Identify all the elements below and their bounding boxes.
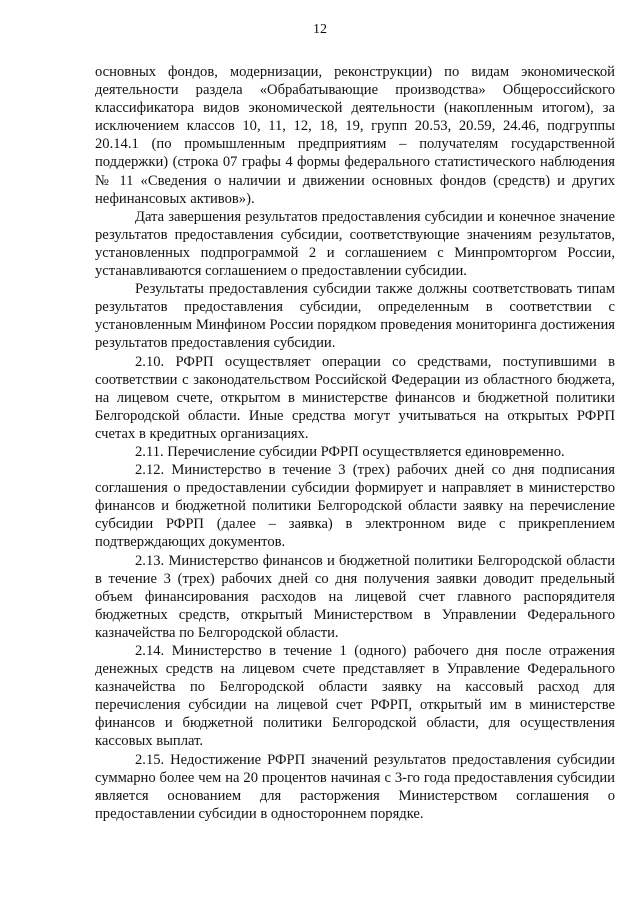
paragraph-2-14: 2.14. Министерство в течение 1 (одного) рабочего дня после отражения денежных средств на лицевом счете представляет в Управление Федерального казначейства по Белгородской области заявку на кассовый расход для перечисления субсидии на лицевой счет РФРП, открытый им в министерстве финансов и бюджетной политики Белгородской области, для осуществления кассовых выплат.: [95, 643, 615, 750]
paragraph-completion-date: Дата завершения результатов предоставления субсидии и конечное значение результатов предоставления субсидии, соответствующие значениям результатов, установленных подпрограммой 2 и соглашением с Минпромторгом России, устанавливаются соглашением о предоставлении субсидии.: [95, 208, 615, 280]
paragraph-2-15: 2.15. Недостижение РФРП значений результатов предоставления субсидии суммарно более чем на 20 процентов начиная с 3-го года предоставления субсидии является основанием для расторжения Министерством соглашения о предоставлении субсидии в одностороннем порядке.: [95, 751, 615, 822]
paragraph-2-10: 2.10. РФРП осуществляет операции со средствами, поступившими в соответствии с законодательством Российской Федерации из областного бюджета, на лицевом счете, открытом в министерстве финансов и бюджетной политики Белгородской области. Иные средства могут учитываться на открытых РФРП счетах в кредитных организациях.: [95, 353, 615, 442]
paragraph-2-13: 2.13. Министерство финансов и бюджетной политики Белгородской области в течение 3 (трех) рабочих дней со дня получения заявки доводит предельный объем финансирования расходов на лицевой счет главного распорядителя бюджетных средств, открытый Министерством в Управлении Федерального казначейства по Белгородской области.: [95, 552, 615, 641]
document-body: [95, 63, 615, 823]
page-number: 12: [313, 22, 327, 37]
paragraph-result-types: Результаты предоставления субсидии также должны соответствовать типам результатов предоставления субсидии, определенным в соответствии с установленным Минфином России порядком проведения мониторинга достижения результатов предоставления субсидии.: [95, 281, 615, 352]
paragraph-2-11: 2.11. Перечисление субсидии РФРП осуществляется единовременно.: [135, 443, 565, 460]
paragraph-continuation: основных фондов, модернизации, реконструкции) по видам экономической деятельности раздела «Обрабатывающие производства» Общероссийского классификатора видов экономической деятельности (накопленным итогом), за исключением классов 10, 11, 12, 18, 19, групп 20.53, 20.59, 24.46, подгруппы 20.14.1 (по промышленным предприятиям – получателям государственной поддержки) (строка 07 графы 4 формы федерального статистического наблюдения № 11 «Сведения о наличии и движении основных фондов (средств) и других нефинансовых активов»).: [95, 64, 615, 207]
paragraph-2-12: 2.12. Министерство в течение 3 (трех) рабочих дней со дня подписания соглашения о предоставлении субсидии формирует и направляет в министерство финансов и бюджетной политики Белгородской области заявку на перечисление субсидии РФРП (далее – заявка) в электронном виде с прикреплением подтверждающих документов.: [95, 462, 615, 551]
